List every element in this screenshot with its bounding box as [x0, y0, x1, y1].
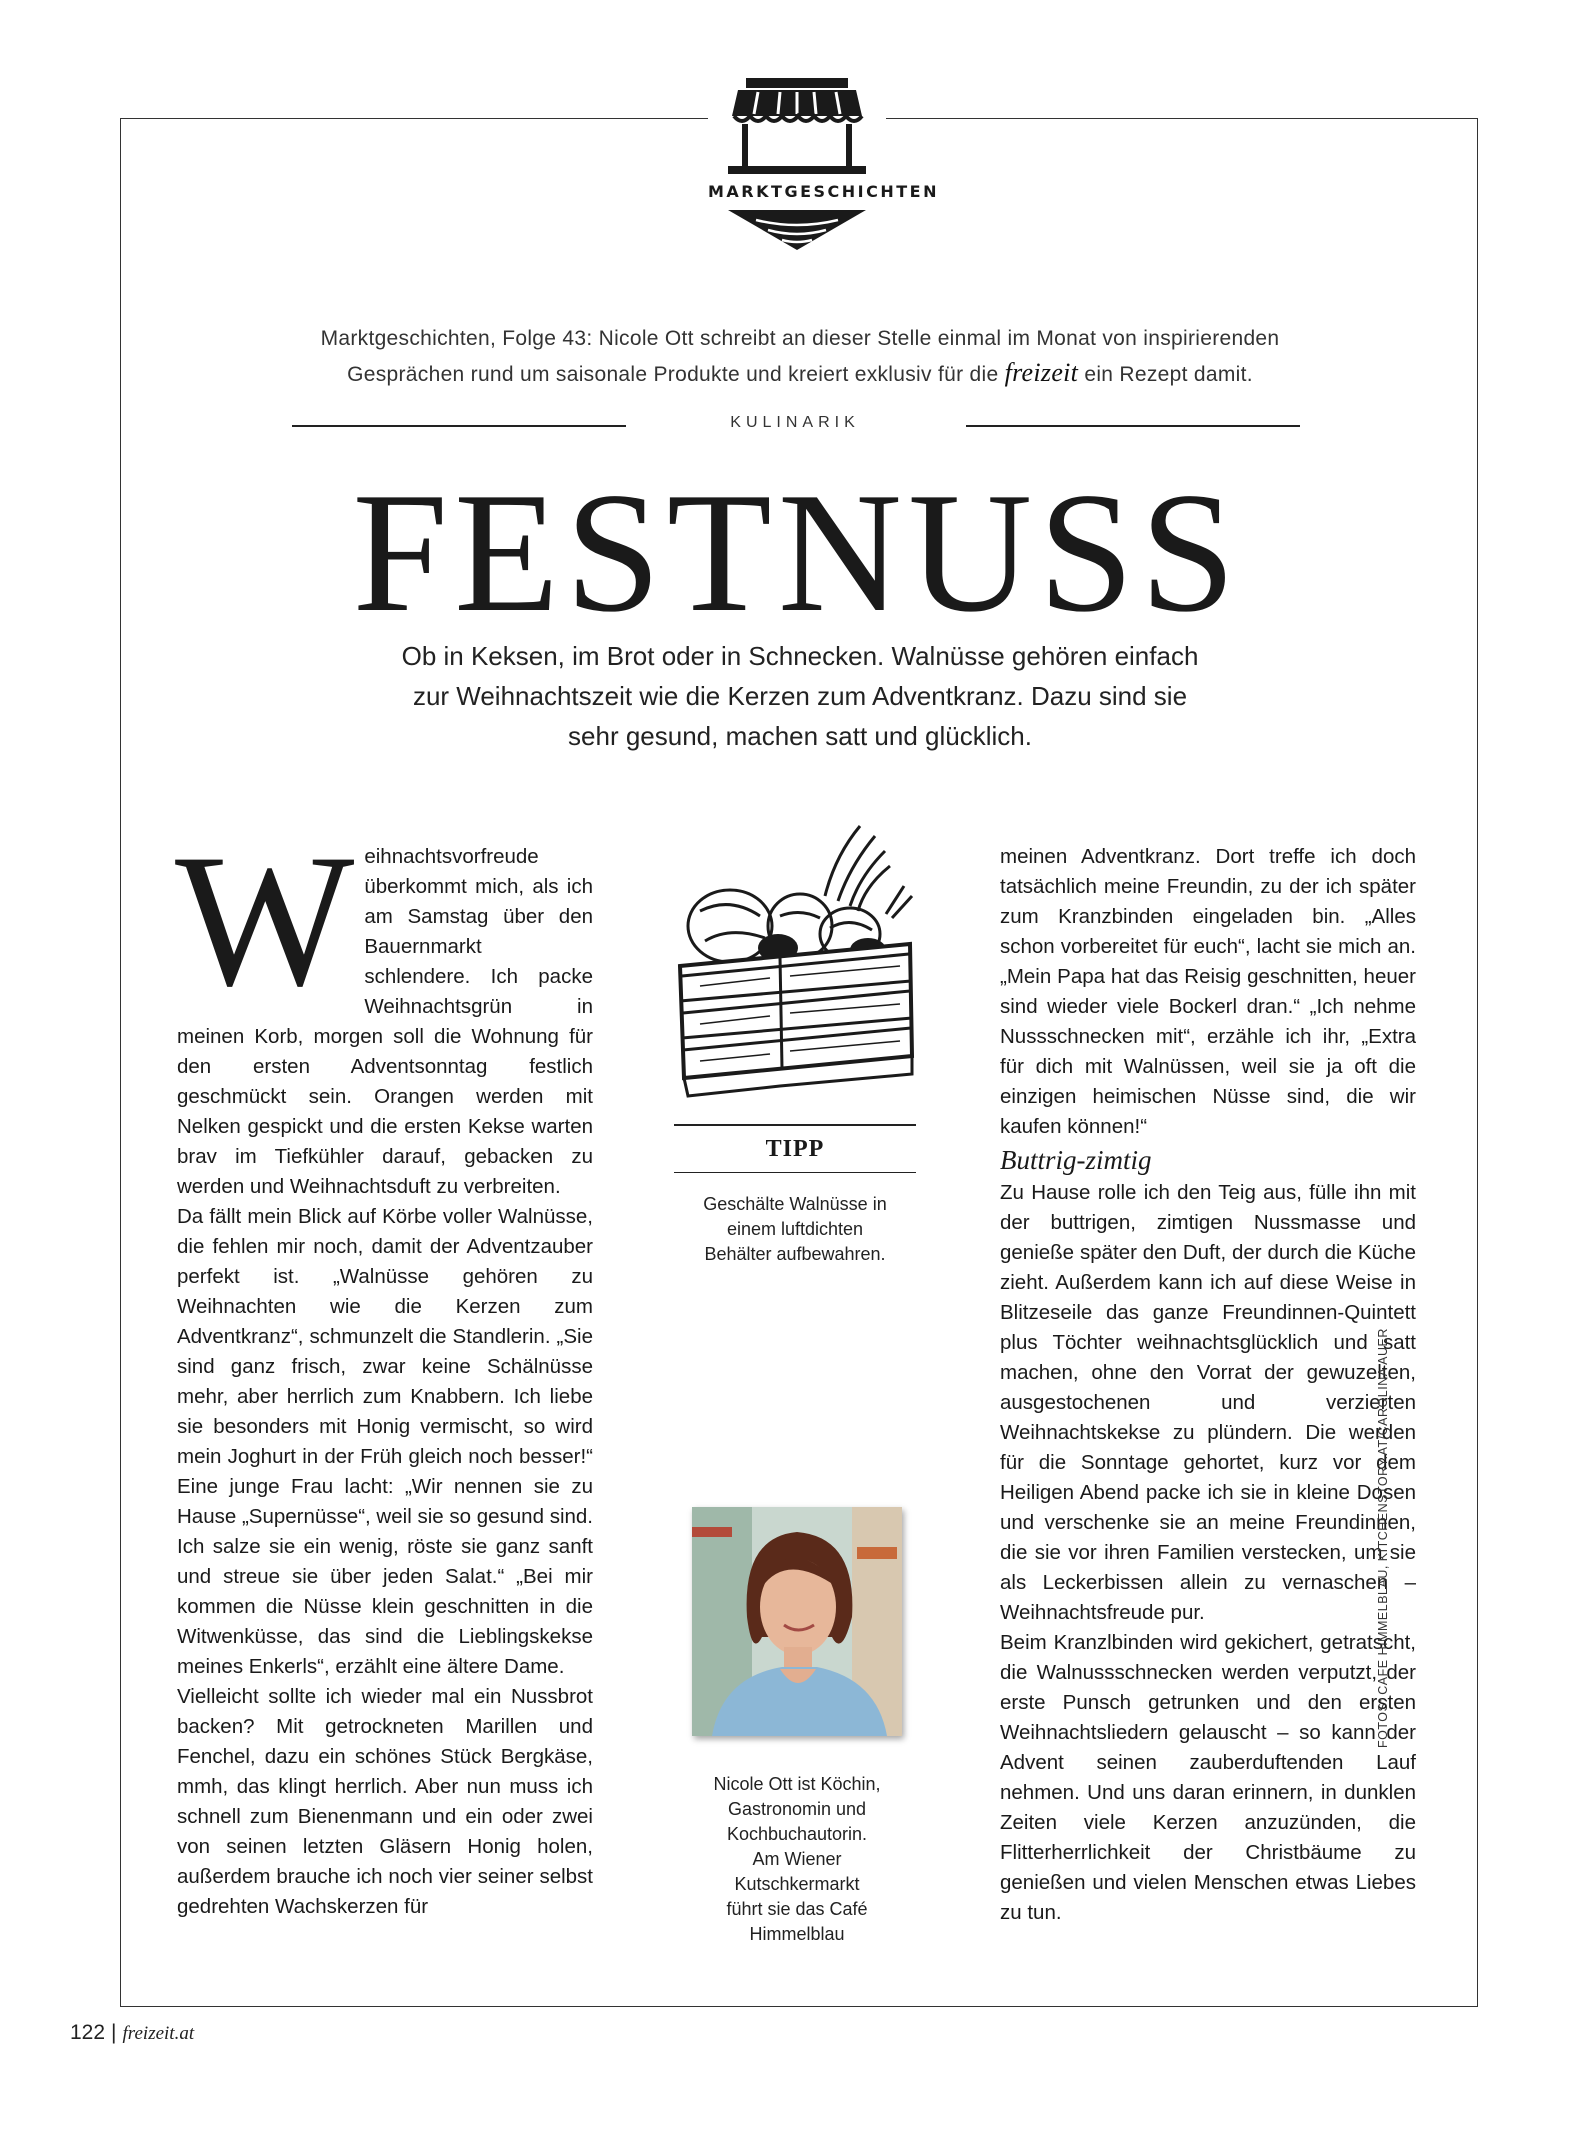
tipp-line: einem luftdichten: [726, 1219, 864, 1239]
intro-line: [250, 356, 1350, 392]
caption-line: Nicole Ott ist Köchin,: [713, 1774, 881, 1794]
article-paragraph: Da fällt mein Blick auf Körbe voller Walnüsse, die fehlen mir noch, damit der Adventzauber perfekt ist. „Walnüsse gehören zu Weihnachten wie die Kerzen zum Adventkranz“, schmunzelt die Standlerin. „Sie sind ganz frisch, zwar keine Schälnüsse mehr, aber herrlich zum Knabbern. Ich liebe sie besonders mit Honig vermischt, so wird mein Joghurt in der Früh gleich noch besser!“ Eine junge Frau lacht: „Wir nennen sie zu Hause „Supernüsse“, weil sie so gesund sind. Ich salze sie ein wenig, röste sie ganz sanft und streue sie über jeden Salat.“ „Bei mir kommen die Nüsse klein geschnitten in die Witwenküsse, das sind die Lieblingskekse meines Enkerls“, erzählt eine ältere Dame.: [177, 1205, 593, 1678]
caption-line: Am Wiener: [752, 1849, 842, 1869]
article-paragraph: Vielleicht sollte ich wieder mal ein Nussbrot backen? Mit getrockneten Marillen und Fenchel, dazu ein schönes Stück Bergkäse, mmh, das klingt herrlich. Aber nun muss ich schnell zum Bienenmann und ein oder zwei von seinen letzten Gläsern Honig holen, außerdem brauche ich noch vier seiner selbst gedrehten Wachskerzen für: [177, 1685, 593, 1918]
section-rule-left: [292, 425, 626, 427]
marktgeschichten-logo: [708, 70, 939, 260]
page-footer: [70, 2021, 194, 2045]
lead-line: Ob in Keksen, im Brot oder in Schnecken. Walnüsse gehören einfach: [401, 641, 1199, 671]
tipp-line: Behälter aufbewahren.: [704, 1244, 886, 1264]
article-paragraph: Beim Kranzlbinden wird gekichert, getratscht, die Walnussschnecken werden verputzt, der erste Punsch getrunken und den ersten Weihnachtsliedern gelauscht – so kann der Advent seinen zauberduftenden Lauf nehmen. Und uns daran erinnern, in dunklen Zeiten viele Kerzen anzuzünden, die Flitterherrlichkeit der Christbäume zu genießen und vielen Menschen etwas Liebes zu tun.: [1000, 1631, 1416, 1924]
caption-line: Kutschkermarkt: [734, 1874, 860, 1894]
author-photo: [692, 1507, 902, 1736]
tipp-rule: [674, 1172, 916, 1173]
caption-line: führt sie das Café: [726, 1899, 868, 1919]
tipp-text: [660, 1192, 930, 1267]
caption-line: Gastronomin und: [727, 1799, 867, 1819]
headline: FESTNUSS: [352, 458, 1242, 648]
article-column-left: [175, 816, 593, 1922]
vegetable-crate-illustration: [660, 816, 930, 1116]
lead-text: [350, 636, 1250, 756]
article-column-right: [1000, 842, 1416, 1928]
photo-caption: [660, 1772, 934, 1947]
tipp-title: TIPP: [765, 1136, 825, 1162]
footer-divider: |: [111, 2021, 117, 2044]
page-number: 122: [70, 2021, 106, 2044]
brand-name: freizeit: [1004, 358, 1079, 387]
caption-line: Himmelblau: [749, 1924, 845, 1944]
lead-line: zur Weihnachtszeit wie die Kerzen zum Adventkranz. Dazu sind sie: [412, 681, 1188, 711]
caption-line: Kochbuchautorin.: [726, 1824, 868, 1844]
tipp-rule: [674, 1124, 916, 1126]
footer-brand: freizeit.at: [122, 2023, 195, 2044]
intro-line-text: ein Rezept damit.: [1078, 363, 1253, 386]
article-paragraph: meinen Adventkranz. Dort treffe ich doch tatsächlich meine Freundin, zu der ich später zum Kranzbinden eingeladen bin. „Alles schon vorbereitet für euch“, lacht sie mich an. „Mein Papa hat das Reisig geschnitten, heuer sind wieder viele Bockerl dran.“ „Ich nehme Nussschnecken mit“, erzähle ich ihr, „Extra für dich mit Walnüssen, weil sie ja oft die einzigen heimischen Nüsse sind, die wir kaufen können!“: [1000, 845, 1416, 1138]
intro-text: [250, 322, 1350, 392]
author-portrait: [692, 1507, 902, 1736]
intro-line: Marktgeschichten, Folge 43: Nicole Ott schreibt an dieser Stelle einmal im Monat von inspirierenden: [320, 327, 1280, 350]
article-paragraph: eihnachtsvorfreude überkommt mich, als ich am Samstag über den Bauernmarkt schlendere. Ich packe Weihnachtsgrün in meinen Korb, morgen soll die Wohnung für den ersten Adventsonntag festlich geschmückt sein. Orangen werden mit Nelken gespickt und die ersten Kekse warten brav im Tiefkühler darauf, gebacken zu werden und Weihnachtsduft zu verbreiten.: [177, 845, 593, 1198]
drop-cap: W: [175, 816, 355, 1026]
lead-line: sehr gesund, machen satt und glücklich.: [568, 721, 1032, 751]
market-stall-icon: [708, 70, 939, 260]
photo-credit: FOTOS: CAFE HIMMELBLAU, KITCHENSTORY.AT/CAROLINA AUER: [1376, 1328, 1390, 1748]
article-paragraph: Zu Hause rolle ich den Teig aus, fülle ihn mit der buttrigen, zimtigen Nussmasse und genieße später den Duft, der durch die Küche zieht. Außerdem kann ich auf diese Weise in Blitzeseile das ganze Freundinnen-Quintett plus Töchter weihnachtsglücklich und satt machen, ohne den Vorrat der gewuzelten, ausgestochenen und verzierten Weihnachtskekse zu plündern. Die werden für die Sonntage gehortet, kurz vor dem Heiligen Abend packe ich sie in kleine Dosen und verschenke sie an meine Freundinnen, die sie vor ihren Familien verstecken, um sie als Leckerbissen allein zu vernaschen – Weihnachtsfreude pur.: [1000, 1181, 1416, 1624]
article-subhead: Buttrig-zimtig: [1000, 1145, 1152, 1175]
section-label: KULINARIK: [730, 414, 860, 431]
section-rule-right: [966, 425, 1300, 427]
intro-line-text: Gesprächen rund um saisonale Produkte und kreiert exklusiv für die: [347, 363, 1005, 386]
logo-label: MARKTGESCHICHTEN: [708, 182, 939, 201]
tipp-line: Geschälte Walnüsse in: [703, 1194, 887, 1214]
